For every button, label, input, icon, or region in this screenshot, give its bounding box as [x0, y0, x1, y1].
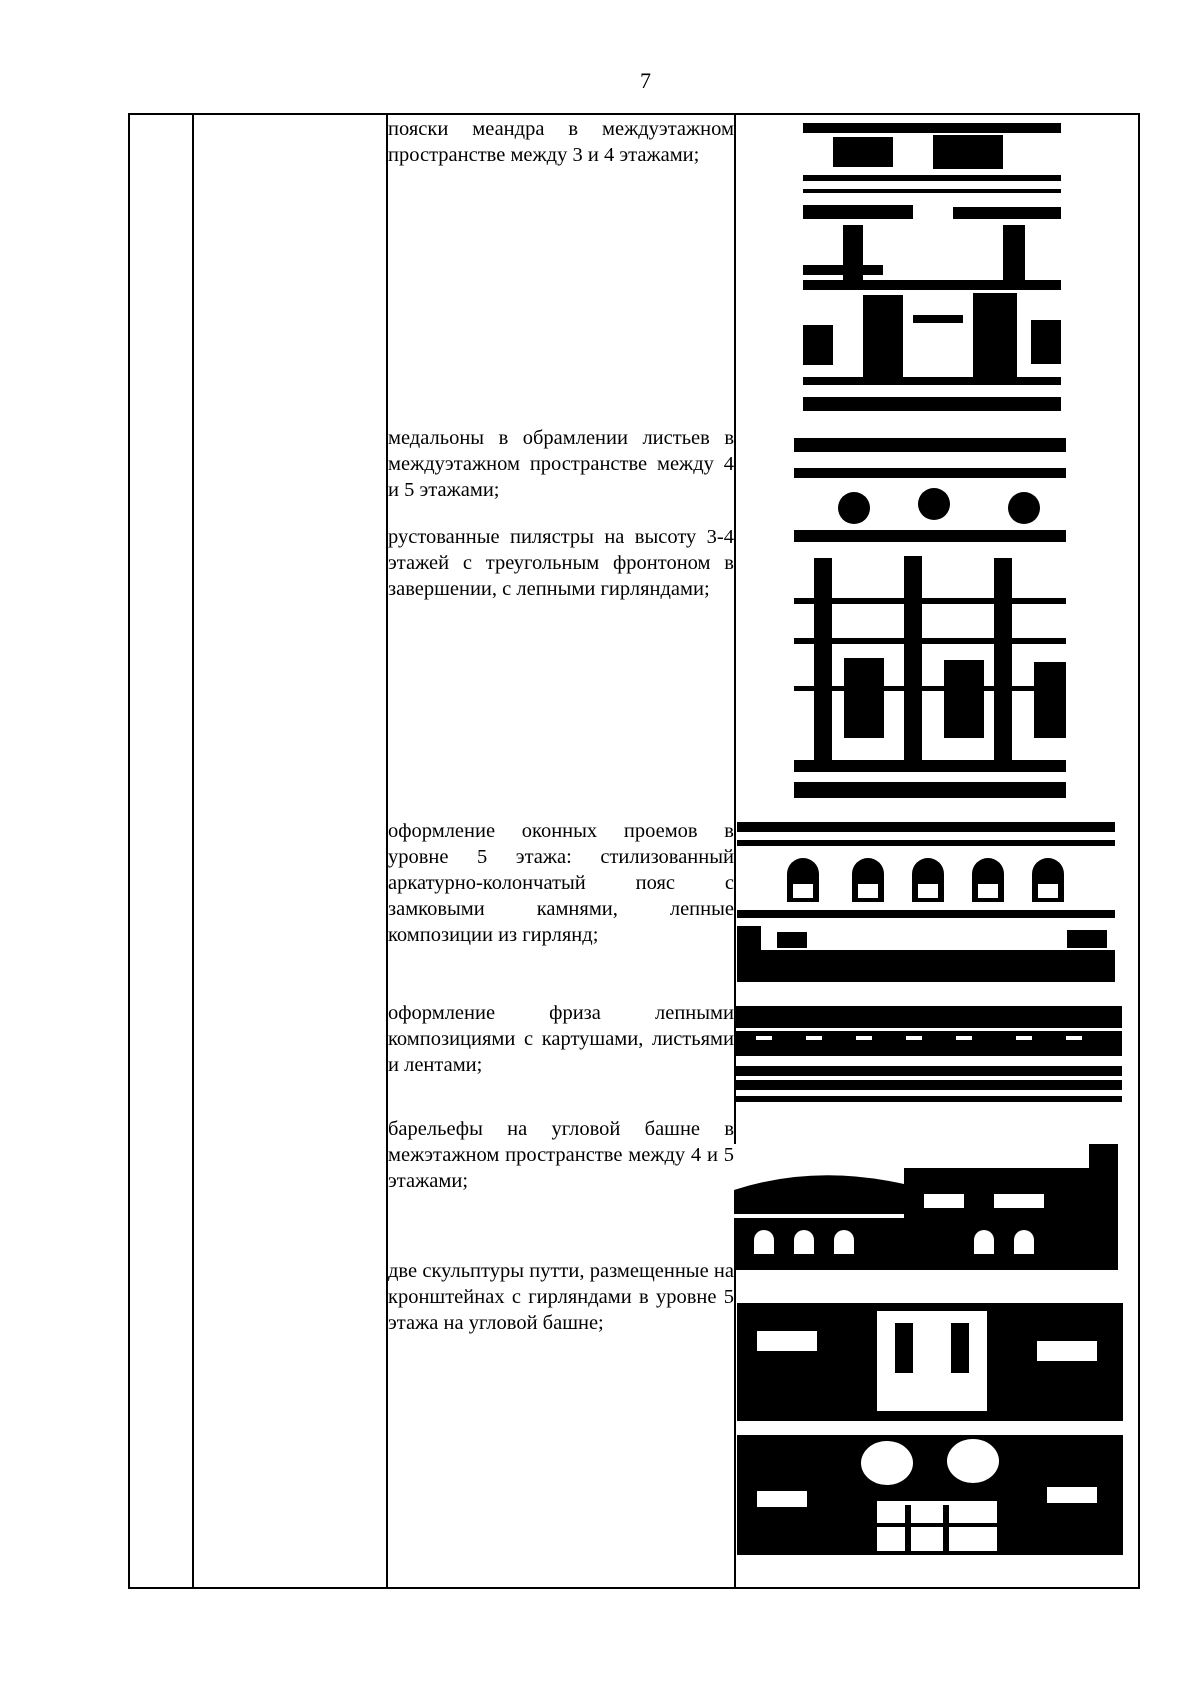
entry-frieze: оформление фриза лепными композициями с картушами, листьями и лентами;	[388, 1002, 734, 1076]
entry-putti-sculptures: две скульптуры путти, размещенные на кронштейнах с гирляндами в уровне 5 этажа на угловой башне;	[388, 1260, 734, 1334]
page-number: 7	[640, 68, 651, 93]
column-divider	[734, 115, 736, 1587]
corner-tower-putti-photo	[737, 1291, 1123, 1555]
entry-bas-reliefs: барельефы на угловой башне в межэтажном пространстве между 4 и 5 этажами;	[388, 1118, 734, 1192]
column-divider	[192, 115, 194, 1587]
entry-window-openings: оформление оконных проемов в уровне 5 этажа: стилизованный аркатурно-колончатый пояс с замковыми камнями, лепные композиции из гирлянд;	[388, 820, 734, 946]
entry-rusticated-pilasters: рустованные пилястры на высоту 3-4 этажей с треугольным фронтоном в завершении, с лепными гирляндами;	[388, 526, 734, 600]
facade-meander-belt-photo	[803, 115, 1061, 411]
facade-5th-floor-windows-photo	[737, 822, 1115, 982]
corner-tower-bas-reliefs-photo	[734, 1144, 1118, 1270]
entry-medallions: медальоны в обрамлении листьев в междуэтажном пространстве между 4 и 5 этажами;	[388, 427, 734, 501]
entry-meander-belts: пояски меандра в междуэтажном пространстве между 3 и 4 этажами;	[388, 118, 734, 166]
facade-medallions-pilasters-photo	[794, 438, 1066, 798]
facade-frieze-photo	[736, 1006, 1122, 1102]
